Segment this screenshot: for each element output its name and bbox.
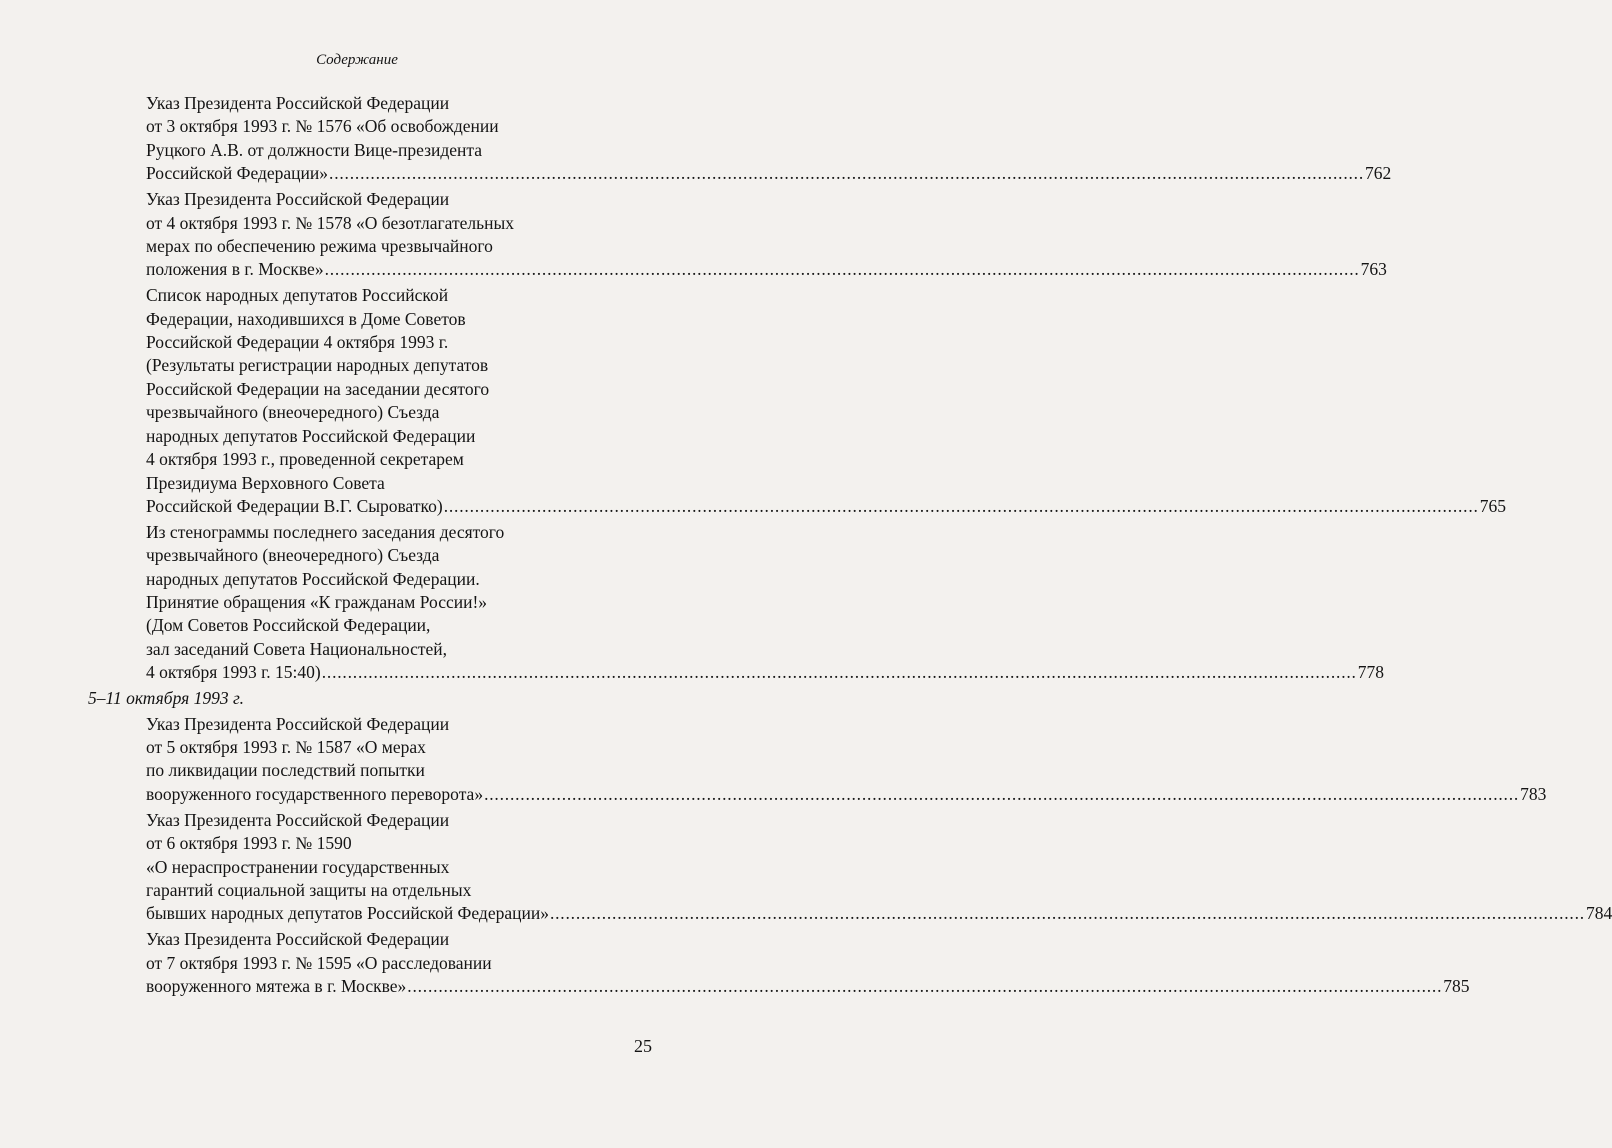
toc-entry-last-line	[146, 495, 1506, 518]
toc-entry-last-line	[146, 902, 1612, 925]
toc-entry-line: народных депутатов Российской Федерации.	[146, 568, 480, 589]
toc-entry-line: мерах по обеспечению режима чрезвычайного	[146, 235, 493, 256]
toc-entry-page: 784	[1585, 903, 1612, 924]
page-number: 25	[634, 1036, 652, 1056]
toc-entry[interactable]	[146, 713, 1547, 807]
toc-entry-line: Руцкого А.В. от должности Вице-президента	[146, 139, 483, 160]
toc-entry-page: 765	[1479, 495, 1506, 516]
toc-entry-page: 783	[1520, 783, 1547, 804]
toc-entry-line: народных депутатов Российской Федерации	[146, 425, 476, 446]
toc-entry-line: Российской Федерации В.Г. Сыроватко)	[146, 495, 443, 516]
toc-entry-line: (Дом Советов Российской Федерации,	[146, 615, 431, 636]
toc-entry-last-line	[146, 258, 1387, 281]
dot-leader: ........................................................................................................................................................................................................	[443, 495, 1479, 516]
toc-entry-line: Принятие обращения «К гражданам России!»	[146, 592, 488, 613]
toc-entry-line: вооруженного мятежа в г. Москве»	[146, 976, 407, 997]
toc-entry-line: Список народных депутатов Российской	[146, 285, 449, 306]
toc-entry-line: Указ Президента Российской Федерации	[146, 93, 450, 113]
toc-entry-line: от 6 октября 1993 г. № 1590	[146, 833, 352, 854]
toc-entry-line: Президиума Верховного Совета	[146, 472, 385, 493]
toc-entry-line: зал заседаний Совета Национальностей,	[146, 638, 447, 659]
toc-entry-line: Российской Федерации»	[146, 163, 329, 184]
toc-entry-line: от 7 октября 1993 г. № 1595 «О расследовании	[146, 952, 492, 973]
toc-entry-line: Из стенограммы последнего заседания десятого	[146, 521, 505, 542]
dot-leader: ........................................................................................................................................................................................................	[324, 259, 1360, 280]
toc-entry-line: чрезвычайного (внеочередного) Съезда	[146, 402, 440, 423]
toc-entry-page: 762	[1365, 163, 1392, 184]
toc-entry-line: Указ Президента Российской Федерации	[146, 713, 450, 734]
toc-entry-line: от 3 октября 1993 г. № 1576 «Об освобождении	[146, 116, 499, 137]
toc-entry-line: чрезвычайного (внеочередного) Съезда	[146, 545, 440, 566]
toc-entry-line: от 4 октября 1993 г. № 1578 «О безотлагательных	[146, 212, 514, 233]
toc-entry[interactable]	[146, 284, 1506, 518]
toc-entry-line: гарантий социальной защиты на отдельных	[146, 879, 472, 900]
toc-entry-last-line	[146, 783, 1547, 806]
table-of-contents	[88, 92, 1612, 1001]
dot-leader: ........................................................................................................................................................................................................	[321, 662, 1357, 683]
toc-entry-last-line	[146, 661, 1384, 684]
toc-entry-last-line	[146, 975, 1470, 998]
toc-entry[interactable]	[146, 521, 1384, 685]
dot-leader: ........................................................................................................................................................................................................	[549, 903, 1585, 924]
toc-entry[interactable]	[146, 928, 1470, 998]
toc-entry-line: положения в г. Москве»	[146, 259, 324, 280]
toc-entry-line: 4 октября 1993 г. 15:40)	[146, 662, 321, 683]
dot-leader: ........................................................................................................................................................................................................	[484, 783, 1520, 804]
toc-entry-line: Российской Федерации на заседании десятого	[146, 378, 490, 399]
toc-date-heading: 5–11 октября 1993 г.	[88, 688, 244, 709]
toc-entry-line: (Результаты регистрации народных депутатов	[146, 355, 489, 376]
running-header: Содержание	[316, 52, 398, 68]
toc-entry-last-line	[146, 162, 1392, 185]
toc-entry[interactable]	[146, 92, 1392, 186]
toc-entry-page: 763	[1360, 259, 1387, 280]
toc-entry[interactable]	[146, 809, 1612, 926]
toc-entry-line: Российской Федерации 4 октября 1993 г.	[146, 332, 449, 353]
toc-entry-line: Указ Президента Российской Федерации	[146, 809, 450, 830]
toc-entry[interactable]	[146, 188, 1387, 282]
dot-leader: ........................................................................................................................................................................................................	[407, 976, 1443, 997]
toc-entry-line: от 5 октября 1993 г. № 1587 «О мерах	[146, 736, 426, 757]
toc-entry-line: «О нераспространении государственных	[146, 856, 450, 877]
toc-entry-page: 785	[1443, 976, 1470, 997]
toc-entry-line: 4 октября 1993 г., проведенной секретарем	[146, 449, 464, 470]
toc-entry-line: Указ Президента Российской Федерации	[146, 189, 450, 210]
dot-leader: ........................................................................................................................................................................................................	[329, 163, 1365, 184]
toc-entry-line: Указ Президента Российской Федерации	[146, 929, 450, 950]
toc-entry-line: Федерации, находившихся в Доме Советов	[146, 308, 466, 329]
toc-entry-line: вооруженного государственного переворота»	[146, 783, 484, 804]
toc-entry-line: бывших народных депутатов Российской Федерации»	[146, 903, 549, 924]
toc-entry-line: по ликвидации последствий попытки	[146, 760, 425, 781]
toc-entry-page: 778	[1357, 662, 1384, 683]
